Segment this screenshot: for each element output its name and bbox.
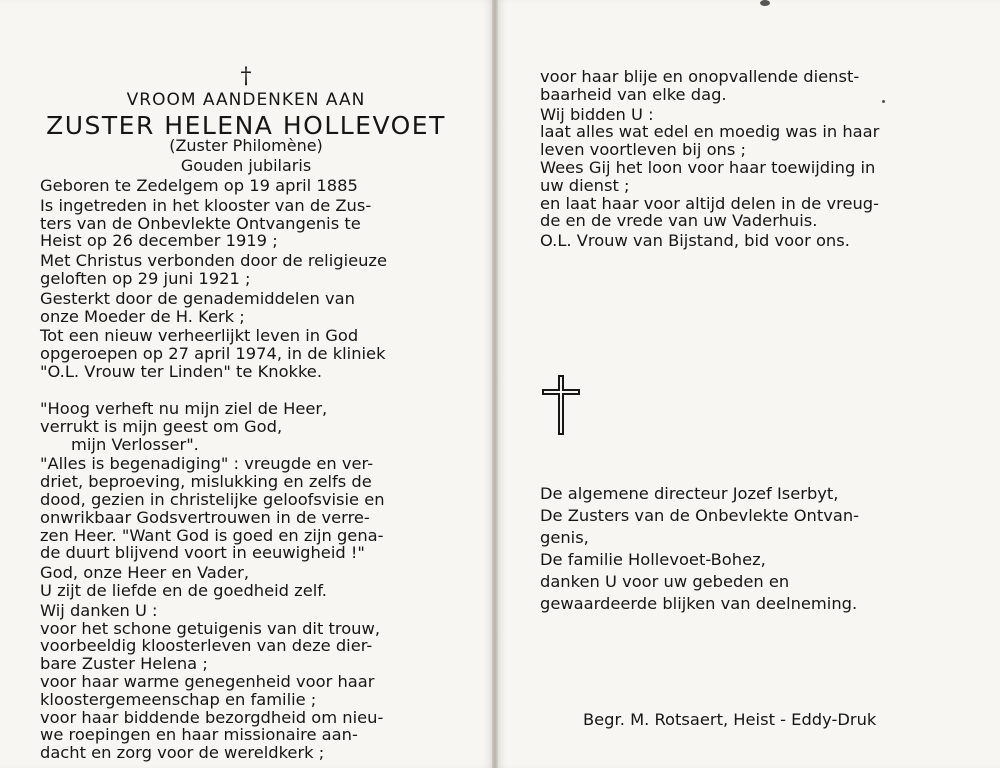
prayer-line: laat alles wat edel en moedig was in haar [540, 122, 880, 142]
biography-block [40, 177, 490, 383]
bio-line: Tot een nieuw verheerlijkt leven in God [40, 326, 359, 346]
bio-line: "O.L. Vrouw ter Linden" te Knokke. [40, 361, 323, 381]
small-cross-icon: † [240, 64, 252, 89]
cross-icon [540, 374, 582, 436]
meditation-line: zen Heer. "Want God is goed en zijn gena- [40, 525, 384, 545]
prayer-line: de en de vrede van uw Vaderhuis. [540, 211, 818, 231]
meditation-line: mijn Verlosser". [40, 434, 199, 454]
bio-line: opgeroepen op 27 april 1974, in de kliniek [40, 344, 386, 364]
left-page [0, 0, 492, 768]
acknowledgement-line: danken U voor uw gebeden en [540, 572, 790, 591]
memorial-heading: VROOM AANDENKEN AAN [126, 90, 366, 110]
bio-line: Gesterkt door de genademiddelen van [40, 288, 355, 308]
meditation-line: we roepingen en haar missionaire aan- [40, 725, 358, 745]
meditation-line: dood, gezien in christelijke geloofsvisie en [40, 489, 385, 509]
meditation-line: driet, beproeving, mislukking en zelfs de [40, 472, 372, 492]
jubilee-label: Gouden jubilaris [180, 156, 312, 175]
meditation-line: voor haar warme genegenheid voor haar [40, 671, 375, 691]
meditation-line: "Alles is begenadiging" : vreugde en ver- [40, 454, 374, 474]
acknowledgement-line: genis, [540, 528, 589, 547]
acknowledgement-line: gewaardeerde blijken van deelneming. [540, 594, 858, 613]
meditation-line: verrukt is mijn geest om God, [40, 416, 283, 436]
meditation-line: voorbeeldig kloosterleven van deze dier- [40, 636, 373, 656]
meditation-line: dacht en zorg voor de wereldkerk ; [40, 743, 325, 763]
prayer-line: O.L. Vrouw van Bijstand, bid voor ons. [540, 231, 850, 251]
religious-name: (Zuster Philomène) [169, 136, 323, 155]
bio-line: Heist op 26 december 1919 ; [40, 231, 278, 251]
prayer-line: baarheid van elke dag. [540, 84, 727, 104]
meditation-line: onwrikbaar Godsvertrouwen in de verre- [40, 507, 370, 527]
acknowledgement-line: De familie Hollevoet-Bohez, [540, 550, 766, 569]
meditation-line: Wij danken U : [40, 600, 158, 620]
acknowledgement-block [540, 483, 990, 615]
meditation-line: kloostergemeenschap en familie ; [40, 689, 317, 709]
bio-line: Geboren te Zedelgem op 19 april 1885 [40, 176, 358, 195]
meditation-line: de duurt blijvend voort in eeuwigheid !" [40, 543, 365, 563]
meditation-line: voor haar biddende bezorgdheid om nieu- [40, 707, 384, 727]
bio-line: onze Moeder de H. Kerk ; [40, 306, 245, 326]
prayer-line: Wees Gij het loon voor haar toewijding in [540, 157, 876, 177]
bio-line: Met Christus verbonden door de religieuze [40, 251, 387, 271]
bio-line: geloften op 29 juni 1921 ; [40, 268, 251, 288]
prayer-line: Wij bidden U : [540, 104, 654, 124]
acknowledgement-line: De Zusters van de Onbevlekte Ontvan- [540, 506, 860, 525]
bio-line: Is ingetreden in het klooster van de Zus- [40, 195, 372, 215]
acknowledgement-line: De algemene directeur Jozef Iserbyt, [540, 484, 839, 503]
deceased-name: ZUSTER HELENA HOLLEVOET [46, 111, 446, 140]
bio-line: ters van de Onbevlekte Ontvangenis te [40, 213, 361, 233]
meditation-line: "Hoog verheft nu mijn ziel de Heer, [40, 399, 328, 418]
meditation-line: U zijt de liefde en de goedheid zelf. [40, 580, 327, 600]
meditation-line: voor het schone getuigenis van dit trouw, [40, 618, 380, 638]
meditation-line: bare Zuster Helena ; [40, 654, 208, 674]
prayer-line: en laat haar voor altijd delen in de vreug- [540, 193, 880, 213]
prayer-line: uw dienst ; [540, 175, 630, 195]
meditation-block [40, 400, 490, 764]
paper-speck [760, 0, 770, 6]
prayer-line: voor haar blije en onopvallende dienst- [540, 67, 860, 86]
prayer-line: leven voortleven bij ons ; [540, 140, 746, 160]
meditation-line: God, onze Heer en Vader, [40, 563, 250, 583]
printer-imprint: Begr. M. Rotsaert, Heist - Eddy-Druk [583, 710, 877, 729]
prayer-block [540, 68, 990, 252]
